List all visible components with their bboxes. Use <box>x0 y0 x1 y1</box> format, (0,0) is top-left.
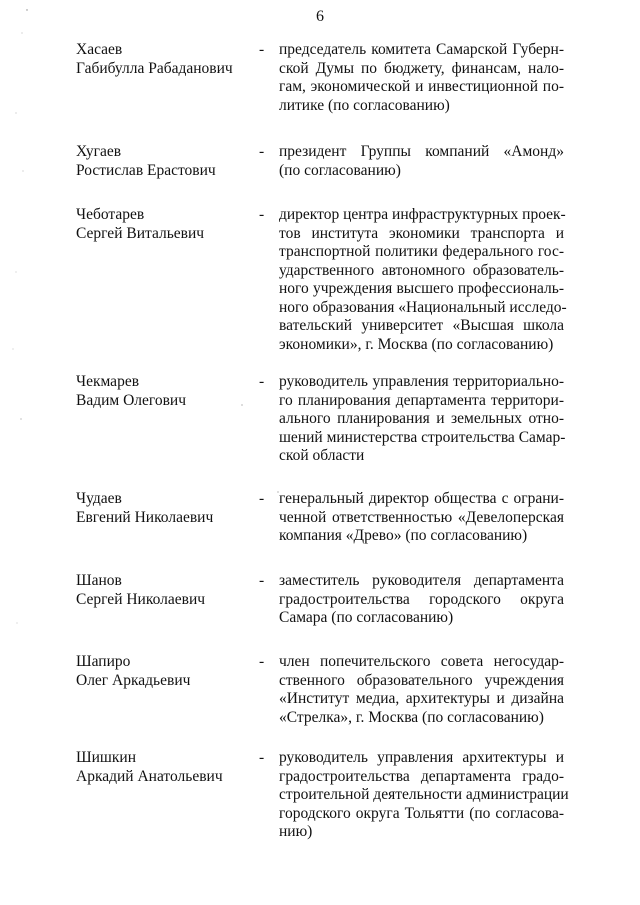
entry-dash: - <box>259 490 265 507</box>
entry-dash: - <box>259 373 265 390</box>
member-surname: Шанов <box>76 572 122 589</box>
position-line: шений министерства строительства Самар- <box>279 428 566 446</box>
member-given-names: Габибулла Рабаданович <box>76 59 233 77</box>
position-line: президент Группы компаний «Амонд» <box>279 143 564 160</box>
position-line: ченной ответственностью «Девелоперская <box>279 508 564 526</box>
position-line: директор центра инфраструктурных проек- <box>279 206 566 223</box>
position-line: ственного образовательного учреждения <box>279 671 564 689</box>
member-position <box>279 206 567 354</box>
member-given-names: Сергей Витальевич <box>76 224 205 242</box>
member-surname: Чеботарев <box>76 206 145 223</box>
position-line: ской Думы по бюджету, финансам, нало- <box>279 59 564 77</box>
position-line: строительной деятельности администрации <box>279 786 569 803</box>
member-name <box>76 373 251 410</box>
position-line: го планирования департамента территори- <box>279 391 564 409</box>
member-surname: Хугаев <box>76 143 122 160</box>
member-name <box>76 749 251 786</box>
member-name <box>76 490 251 527</box>
entry-dash: - <box>259 572 265 589</box>
page-number: 6 <box>316 8 324 25</box>
position-line: генеральный директор общества с ограни- <box>279 490 564 507</box>
position-line: «Институт медиа, архитектуры и дизайна <box>279 690 564 707</box>
position-line: транспортной политики федерального гос- <box>279 243 564 260</box>
member-given-names: Вадим Олегович <box>76 391 187 409</box>
position-line: ального планирования и земельных отно- <box>279 410 564 427</box>
position-line: нию) <box>279 823 313 840</box>
member-surname: Чудаев <box>76 490 122 507</box>
position-line: ного образования «Национальный исследо- <box>279 298 567 316</box>
position-line: руководитель управления архитектуры и <box>279 749 564 766</box>
member-position <box>279 373 564 466</box>
position-line: заместитель руководителя департамента <box>279 572 564 589</box>
member-given-names: Аркадий Анатольевич <box>76 767 223 785</box>
member-name <box>76 653 251 690</box>
entry-dash: - <box>259 749 265 766</box>
member-surname: Шишкин <box>76 749 136 766</box>
position-line: экономики», г. Москва (по согласованию) <box>279 335 554 353</box>
position-line: ударственного автономного образователь- <box>279 261 564 279</box>
entry-dash: - <box>259 206 265 223</box>
member-position <box>279 41 564 115</box>
member-given-names: Ростислав Ерастович <box>76 161 216 179</box>
position-line: вательский университет «Высшая школа <box>279 317 564 334</box>
member-position <box>279 490 564 546</box>
member-name <box>76 143 251 180</box>
position-line: городского округа Тольятти (по согласова- <box>279 804 564 822</box>
position-line: руководитель управления территориально- <box>279 373 564 390</box>
member-surname: Хасаев <box>76 41 123 58</box>
member-given-names: Олег Аркадьевич <box>76 671 191 689</box>
member-position <box>279 749 569 842</box>
member-surname: Чекмарев <box>76 373 140 390</box>
position-line: градостроительства городского округа <box>279 590 564 608</box>
position-line: ской области <box>279 447 365 464</box>
position-line: гам, экономической и инвестиционной по- <box>279 78 564 95</box>
member-name <box>76 206 251 243</box>
member-given-names: Евгений Николаевич <box>76 508 214 526</box>
position-line: член попечительского совета негосудар- <box>279 653 564 670</box>
position-line: «Стрелка», г. Москва (по согласованию) <box>279 708 544 726</box>
member-position <box>279 653 564 727</box>
member-surname: Шапиро <box>76 653 131 670</box>
position-line: Самара (по согласованию) <box>279 609 454 626</box>
position-line: литике (по согласованию) <box>279 96 450 114</box>
member-given-names: Сергей Николаевич <box>76 590 206 608</box>
member-position <box>279 572 564 628</box>
position-line: компания «Древо» (по согласованию) <box>279 527 528 544</box>
member-position <box>279 143 564 180</box>
position-line: тов института экономики транспорта и <box>279 224 564 242</box>
position-line: председатель комитета Самарской Губерн- <box>279 41 564 58</box>
position-line: градостроительства департамента градо- <box>279 767 564 785</box>
entry-dash: - <box>259 143 265 160</box>
member-name <box>76 572 251 609</box>
position-line: (по согласованию) <box>279 161 401 179</box>
member-name <box>76 41 251 78</box>
entry-dash: - <box>259 653 265 670</box>
position-line: ного учреждения высшего профессиональ- <box>279 280 564 297</box>
entry-dash: - <box>259 41 265 58</box>
